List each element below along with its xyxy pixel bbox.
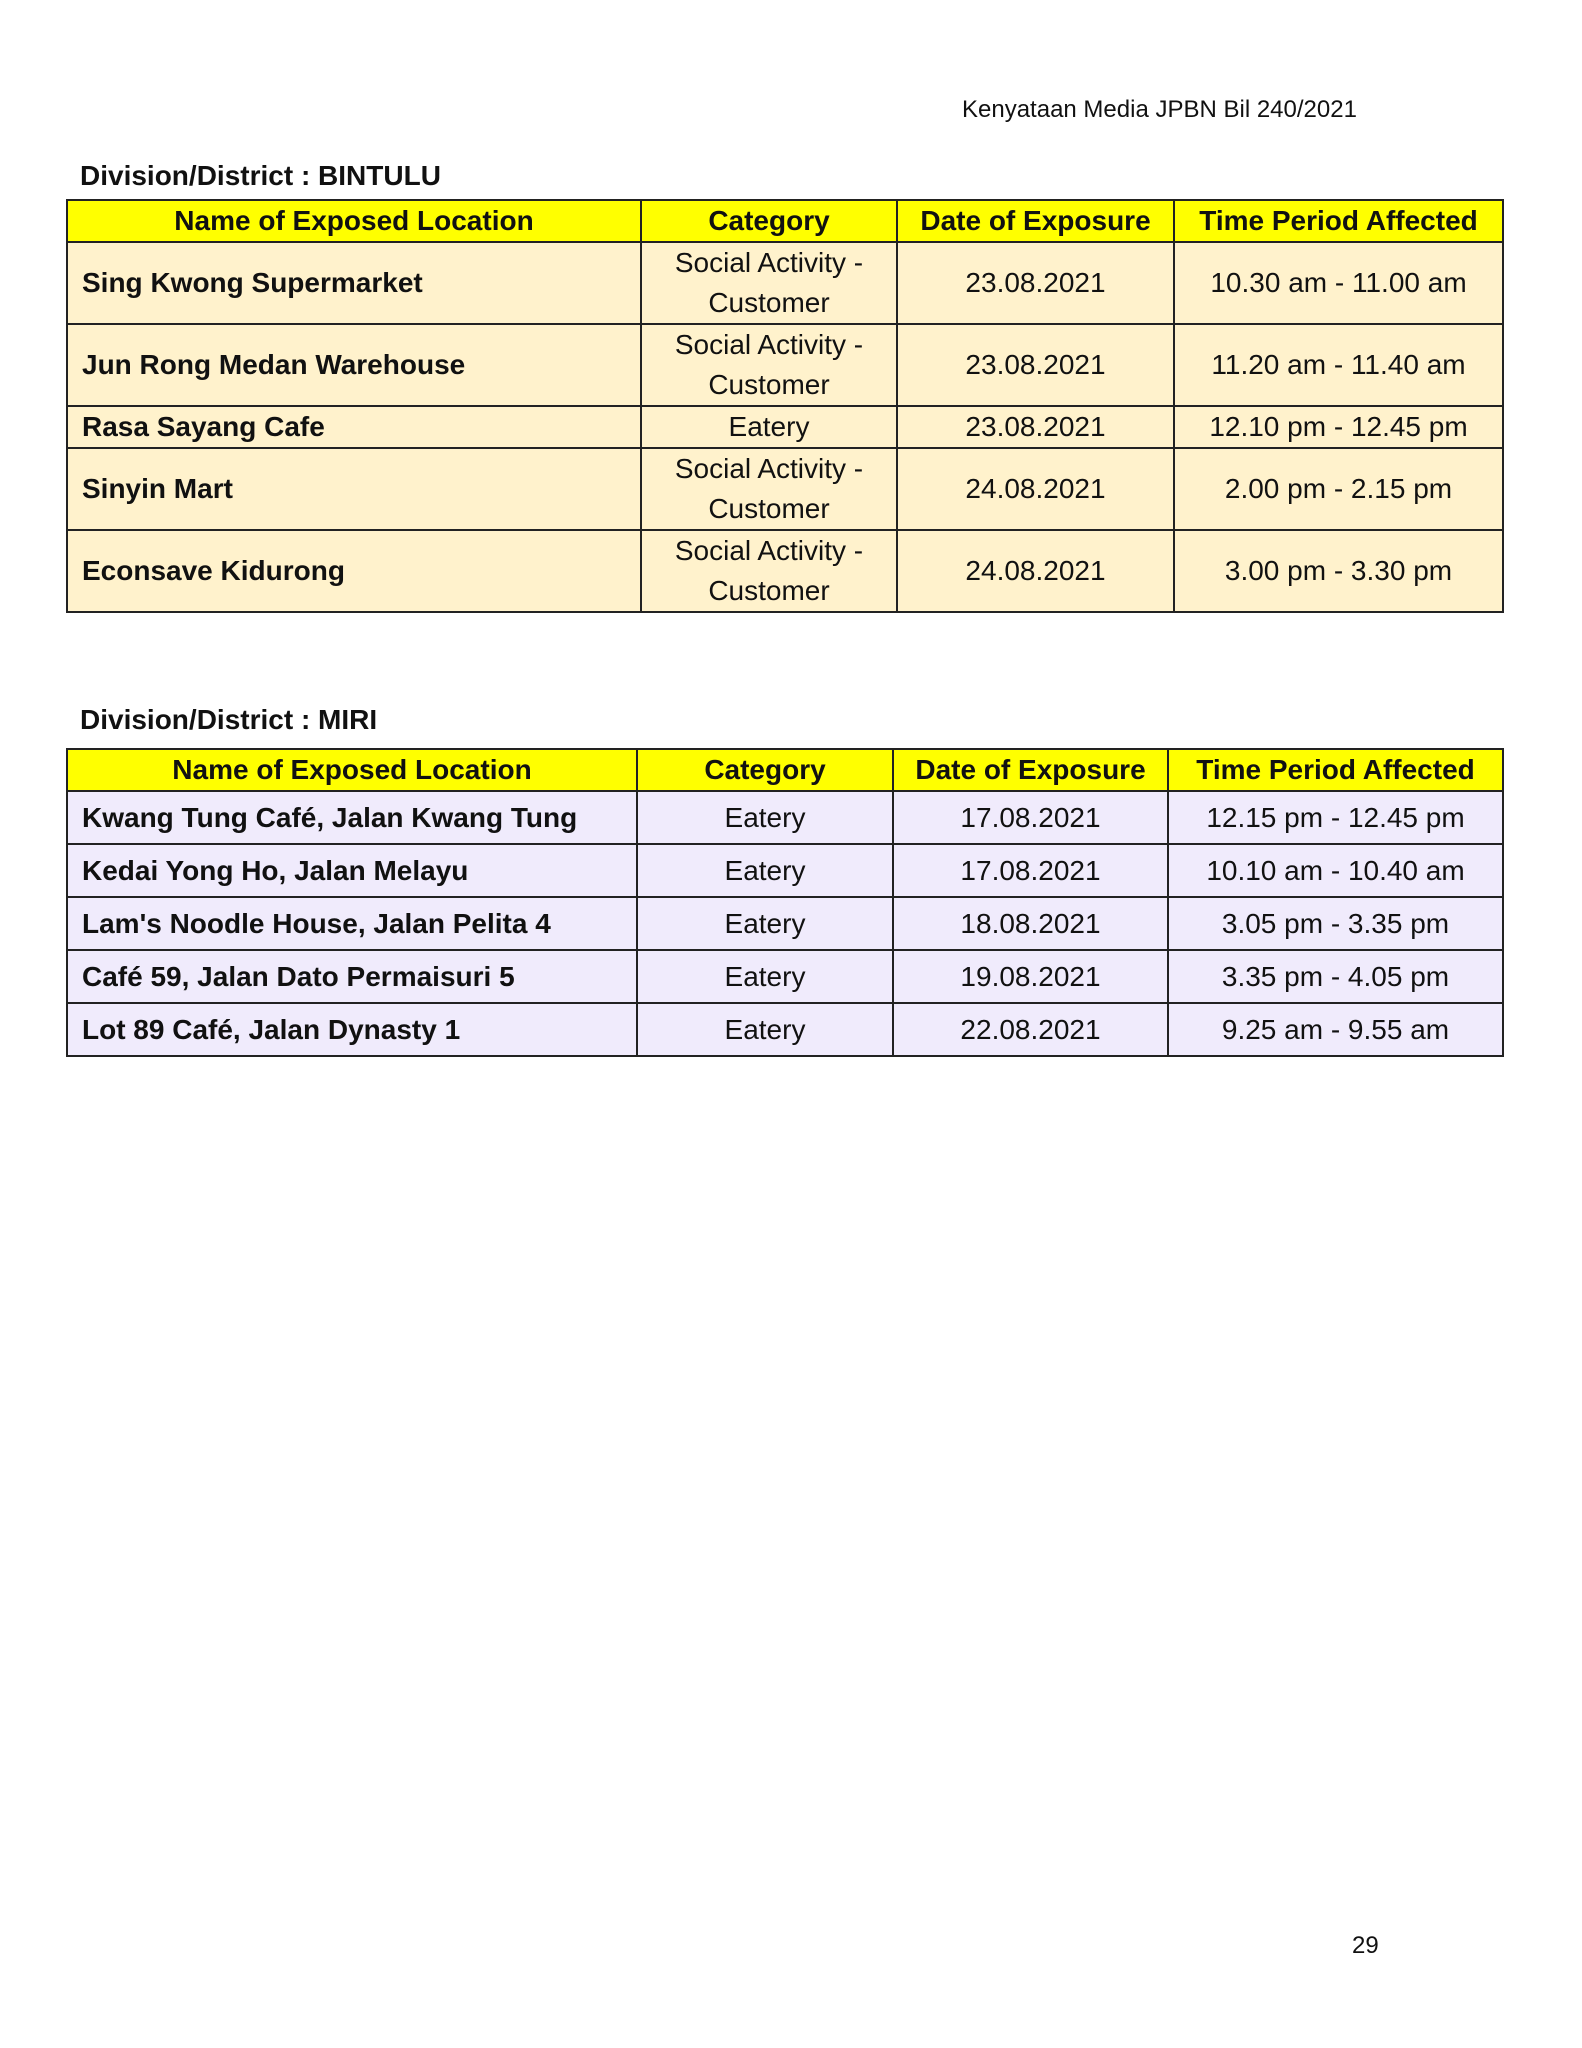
exposure-table-miri (66, 748, 1504, 1057)
table-row (67, 406, 1503, 448)
cell-time: 3.05 pm - 3.35 pm (1168, 897, 1503, 950)
cell-category: Eatery (641, 406, 897, 448)
cell-time: 3.00 pm - 3.30 pm (1174, 530, 1503, 612)
cell-location: Rasa Sayang Cafe (67, 406, 641, 448)
cell-location: Lot 89 Café, Jalan Dynasty 1 (67, 1003, 637, 1056)
cell-category: Eatery (637, 1003, 893, 1056)
table-header-row (67, 749, 1503, 791)
cell-location: Econsave Kidurong (67, 530, 641, 612)
column-header-location: Name of Exposed Location (67, 749, 637, 791)
cell-location: Sinyin Mart (67, 448, 641, 530)
exposure-table-bintulu (66, 199, 1504, 613)
cell-category: Social Activity - Customer (641, 530, 897, 612)
cell-date: 24.08.2021 (897, 448, 1174, 530)
table-row (67, 242, 1503, 324)
column-header-date: Date of Exposure (893, 749, 1168, 791)
table-row (67, 844, 1503, 897)
cell-category: Eatery (637, 950, 893, 1003)
cell-time: 10.10 am - 10.40 am (1168, 844, 1503, 897)
table-header-row (67, 200, 1503, 242)
cell-date: 24.08.2021 (897, 530, 1174, 612)
column-header-time: Time Period Affected (1174, 200, 1503, 242)
table-row (67, 324, 1503, 406)
column-header-category: Category (637, 749, 893, 791)
cell-category: Eatery (637, 844, 893, 897)
cell-category: Social Activity - Customer (641, 324, 897, 406)
cell-category: Eatery (637, 897, 893, 950)
cell-category: Eatery (637, 791, 893, 844)
cell-category: Social Activity - Customer (641, 242, 897, 324)
table-row (67, 791, 1503, 844)
cell-date: 19.08.2021 (893, 950, 1168, 1003)
cell-category: Social Activity - Customer (641, 448, 897, 530)
cell-date: 23.08.2021 (897, 242, 1174, 324)
cell-location: Kwang Tung Café, Jalan Kwang Tung (67, 791, 637, 844)
cell-time: 12.10 pm - 12.45 pm (1174, 406, 1503, 448)
cell-date: 17.08.2021 (893, 844, 1168, 897)
cell-time: 3.35 pm - 4.05 pm (1168, 950, 1503, 1003)
column-header-date: Date of Exposure (897, 200, 1174, 242)
table-row (67, 530, 1503, 612)
division-title-miri: Division/District : MIRI (80, 704, 378, 735)
cell-time: 2.00 pm - 2.15 pm (1174, 448, 1503, 530)
cell-time: 11.20 am - 11.40 am (1174, 324, 1503, 406)
cell-date: 18.08.2021 (893, 897, 1168, 950)
cell-location: Jun Rong Medan Warehouse (67, 324, 641, 406)
column-header-time: Time Period Affected (1168, 749, 1503, 791)
cell-time: 9.25 am - 9.55 am (1168, 1003, 1503, 1056)
table-row (67, 1003, 1503, 1056)
table-row (67, 950, 1503, 1003)
document-reference: Kenyataan Media JPBN Bil 240/2021 (962, 96, 1357, 123)
cell-location: Café 59, Jalan Dato Permaisuri 5 (67, 950, 637, 1003)
column-header-category: Category (641, 200, 897, 242)
cell-date: 23.08.2021 (897, 406, 1174, 448)
table-row (67, 448, 1503, 530)
cell-date: 17.08.2021 (893, 791, 1168, 844)
cell-date: 23.08.2021 (897, 324, 1174, 406)
cell-location: Lam's Noodle House, Jalan Pelita 4 (67, 897, 637, 950)
column-header-location: Name of Exposed Location (67, 200, 641, 242)
cell-location: Kedai Yong Ho, Jalan Melayu (67, 844, 637, 897)
page-number: 29 (1352, 1932, 1379, 1959)
division-title-bintulu: Division/District : BINTULU (80, 160, 441, 191)
cell-time: 10.30 am - 11.00 am (1174, 242, 1503, 324)
cell-location: Sing Kwong Supermarket (67, 242, 641, 324)
cell-date: 22.08.2021 (893, 1003, 1168, 1056)
table-row (67, 897, 1503, 950)
cell-time: 12.15 pm - 12.45 pm (1168, 791, 1503, 844)
